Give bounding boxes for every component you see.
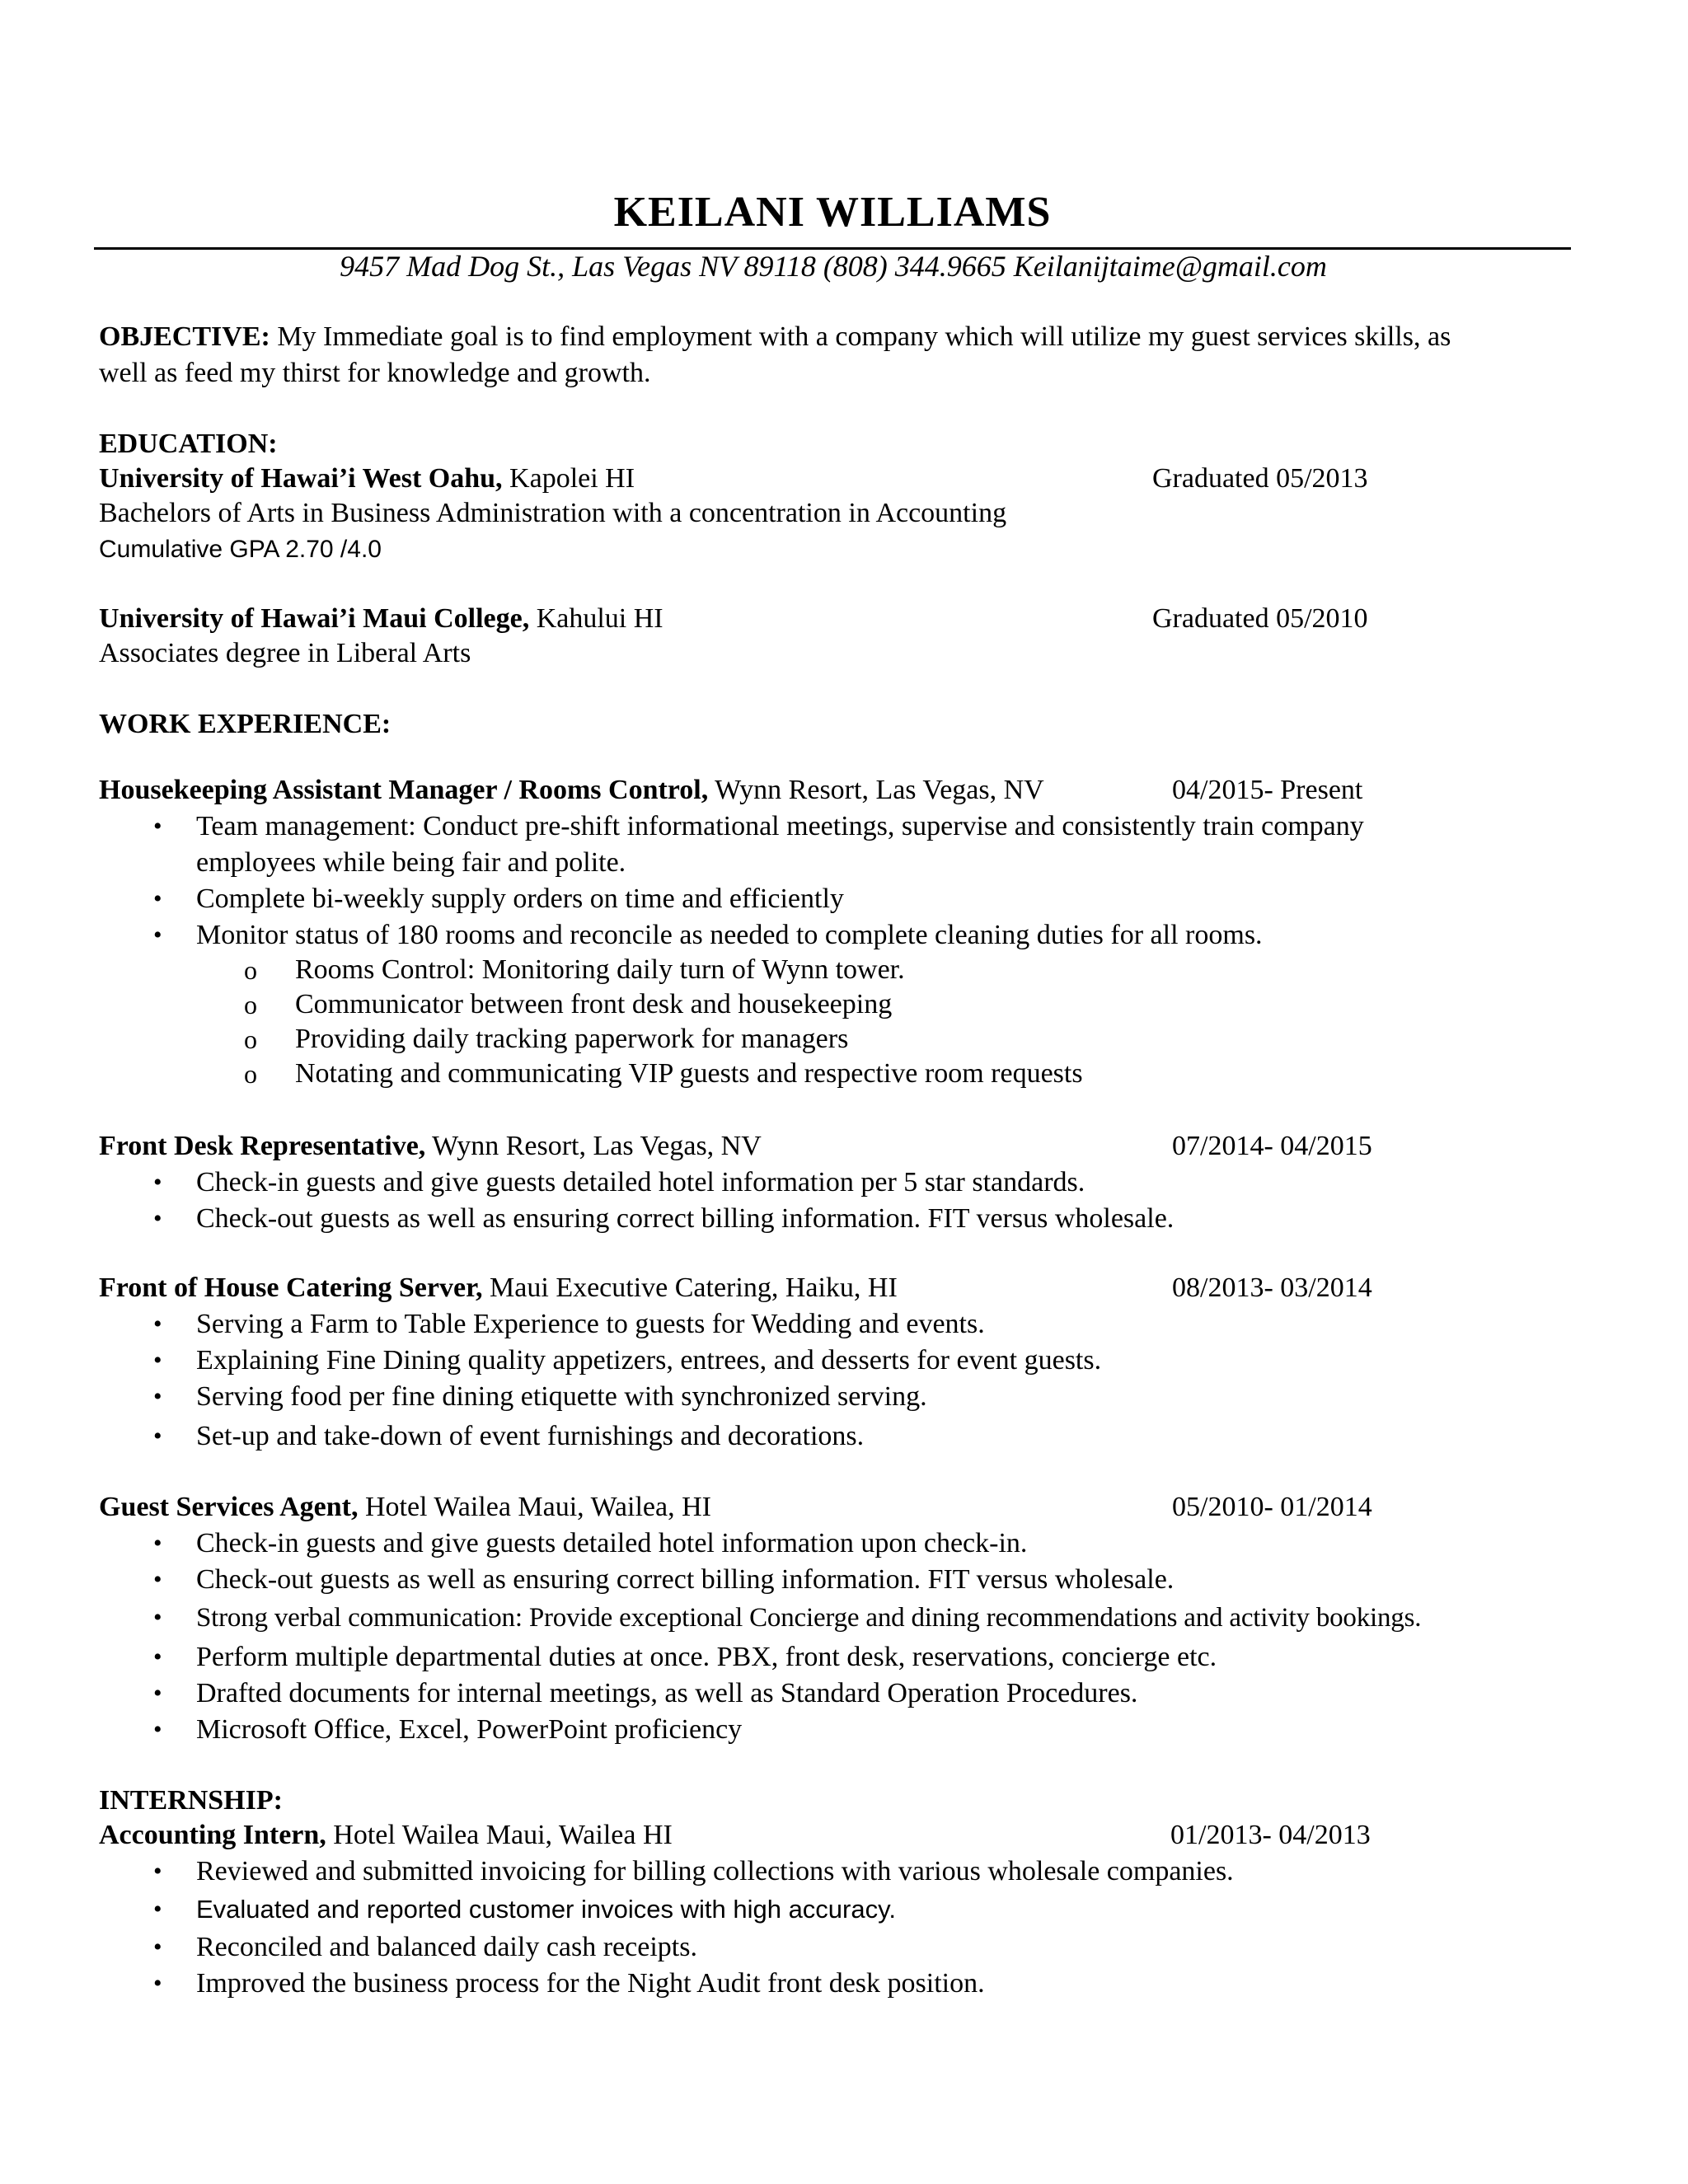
objective-label: OBJECTIVE:	[99, 321, 270, 352]
job-4-title: Guest Services Agent,	[99, 1492, 359, 1522]
job-1-date: 04/2015- Present	[1172, 775, 1363, 805]
sub-bullet-icon: o	[244, 1059, 257, 1089]
internship-heading: INTERNSHIP:	[99, 1785, 283, 1816]
job-4-bullet-3: Strong verbal communication: Provide exceptional Concierge and dining recommendations and activity bookings.	[196, 1603, 1422, 1633]
job-3-bullet-2: Explaining Fine Dining quality appetizers, entrees, and desserts for event guests.	[196, 1345, 1102, 1376]
school-2-degree: Associates degree in Liberal Arts	[99, 638, 471, 668]
school-1-date: Graduated 05/2013	[1152, 463, 1368, 494]
job-1-bullet-1-cont: employees while being fair and polite.	[196, 847, 626, 878]
school-2-name: University of Hawai’i Maui College,	[99, 603, 530, 634]
job-4-bullet-4: Perform multiple departmental duties at once. PBX, front desk, reservations, concierge etc.	[196, 1642, 1217, 1672]
bullet-icon: •	[153, 1347, 162, 1374]
job-1-bullet-2: Complete bi-weekly supply orders on time and efficiently	[196, 883, 844, 914]
school-1-line	[99, 462, 635, 496]
internship-title: Accounting Intern,	[99, 1820, 326, 1850]
bullet-icon: •	[153, 1970, 162, 1997]
school-2-location: Kahului HI	[529, 603, 663, 634]
internship-line	[99, 1818, 673, 1853]
internship-bullet-4: Improved the business process for the Night Audit front desk position.	[196, 1968, 985, 1999]
internship-bullet-1: Reviewed and submitted invoicing for billing collections with various wholesale companies.	[196, 1856, 1234, 1886]
job-4-bullet-2: Check-out guests as well as ensuring correct billing information. FIT versus wholesale.	[196, 1564, 1175, 1595]
job-2-date: 07/2014- 04/2015	[1172, 1131, 1372, 1161]
bullet-icon: •	[153, 1933, 162, 1961]
school-2-date: Graduated 05/2010	[1152, 603, 1368, 634]
bullet-icon: •	[153, 1205, 162, 1232]
job-1-sub-3: Providing daily tracking paperwork for managers	[295, 1024, 849, 1054]
internship-employer: Hotel Wailea Maui, Wailea HI	[326, 1820, 673, 1850]
job-2-line	[99, 1129, 762, 1164]
sub-bullet-icon: o	[244, 990, 257, 1019]
bullet-icon: •	[153, 1604, 162, 1631]
school-1-location: Kapolei HI	[502, 463, 635, 494]
bullet-icon: •	[153, 1680, 162, 1707]
job-4-date: 05/2010- 01/2014	[1172, 1492, 1372, 1522]
bullet-icon: •	[153, 1422, 162, 1450]
school-1-gpa: Cumulative GPA 2.70 /4.0	[99, 536, 382, 563]
sub-bullet-icon: o	[244, 955, 257, 985]
bullet-icon: •	[153, 1530, 162, 1557]
job-3-bullet-3: Serving food per fine dining etiquette with synchronized serving.	[196, 1381, 927, 1412]
job-1-employer: Wynn Resort, Las Vegas, NV	[708, 775, 1044, 805]
bullet-icon: •	[153, 1566, 162, 1593]
job-2-bullet-1: Check-in guests and give guests detailed hotel information per 5 star standards.	[196, 1167, 1085, 1197]
job-3-employer: Maui Executive Catering, Haiku, HI	[482, 1272, 898, 1303]
bullet-icon: •	[153, 885, 162, 912]
bullet-icon: •	[153, 1716, 162, 1743]
internship-bullet-3: Reconciled and balanced daily cash receipts.	[196, 1932, 697, 1962]
work-heading: WORK EXPERIENCE:	[99, 709, 392, 739]
bullet-icon: •	[153, 921, 162, 949]
job-1-bullet-1: Team management: Conduct pre-shift informational meetings, supervise and consistently train company	[196, 811, 1364, 841]
school-1-name: University of Hawai’i West Oahu,	[99, 463, 503, 494]
bullet-icon: •	[153, 1896, 162, 1923]
job-4-employer: Hotel Wailea Maui, Wailea, HI	[358, 1492, 711, 1522]
bullet-icon: •	[153, 1310, 162, 1338]
education-heading: EDUCATION:	[99, 429, 278, 459]
job-1-sub-2: Communicator between front desk and housekeeping	[295, 989, 893, 1019]
contact-line: 9457 Mad Dog St., Las Vegas NV 89118 (808) 344.9665 Keilanijtaime@gmail.com	[340, 250, 1327, 283]
school-1-degree: Bachelors of Arts in Business Administration with a concentration in Accounting	[99, 498, 1007, 528]
bullet-icon: •	[153, 1858, 162, 1885]
job-1-line	[99, 773, 1044, 808]
job-2-title: Front Desk Representative,	[99, 1131, 426, 1161]
job-3-bullet-1: Serving a Farm to Table Experience to guests for Wedding and events.	[196, 1309, 985, 1339]
job-2-employer: Wynn Resort, Las Vegas, NV	[425, 1131, 762, 1161]
sub-bullet-icon: o	[244, 1024, 257, 1054]
objective-text-2: well as feed my thirst for knowledge and growth.	[99, 358, 651, 388]
job-3-bullet-4: Set-up and take-down of event furnishings and decorations.	[196, 1421, 865, 1451]
job-1-title: Housekeeping Assistant Manager / Rooms Control,	[99, 775, 709, 805]
job-3-line	[99, 1271, 898, 1305]
job-3-title: Front of House Catering Server,	[99, 1272, 483, 1303]
objective-text-1: My Immediate goal is to find employment with a company which will utilize my guest services skills, as	[270, 321, 1451, 352]
job-4-bullet-1: Check-in guests and give guests detailed hotel information upon check-in.	[196, 1528, 1028, 1558]
internship-date: 01/2013- 04/2013	[1170, 1820, 1371, 1850]
bullet-icon: •	[153, 1643, 162, 1671]
job-3-date: 08/2013- 03/2014	[1172, 1272, 1372, 1303]
bullet-icon: •	[153, 1169, 162, 1196]
objective-line-1	[99, 320, 1451, 354]
bullet-icon: •	[153, 1383, 162, 1410]
resume-name: KEILANI WILLIAMS	[613, 189, 1052, 236]
job-4-line	[99, 1490, 711, 1525]
school-2-line	[99, 602, 663, 636]
job-1-sub-1: Rooms Control: Monitoring daily turn of Wynn tower.	[295, 954, 905, 985]
job-2-bullet-2: Check-out guests as well as ensuring correct billing information. FIT versus wholesale.	[196, 1203, 1175, 1234]
job-4-bullet-6: Microsoft Office, Excel, PowerPoint proficiency	[196, 1714, 743, 1745]
job-4-bullet-5: Drafted documents for internal meetings, as well as Standard Operation Procedures.	[196, 1678, 1138, 1708]
bullet-icon: •	[153, 813, 162, 840]
job-1-bullet-3: Monitor status of 180 rooms and reconcile as needed to complete cleaning duties for all rooms.	[196, 920, 1263, 950]
job-1-sub-4: Notating and communicating VIP guests and respective room requests	[295, 1058, 1083, 1089]
internship-bullet-2: Evaluated and reported customer invoices with high accuracy.	[196, 1895, 896, 1924]
